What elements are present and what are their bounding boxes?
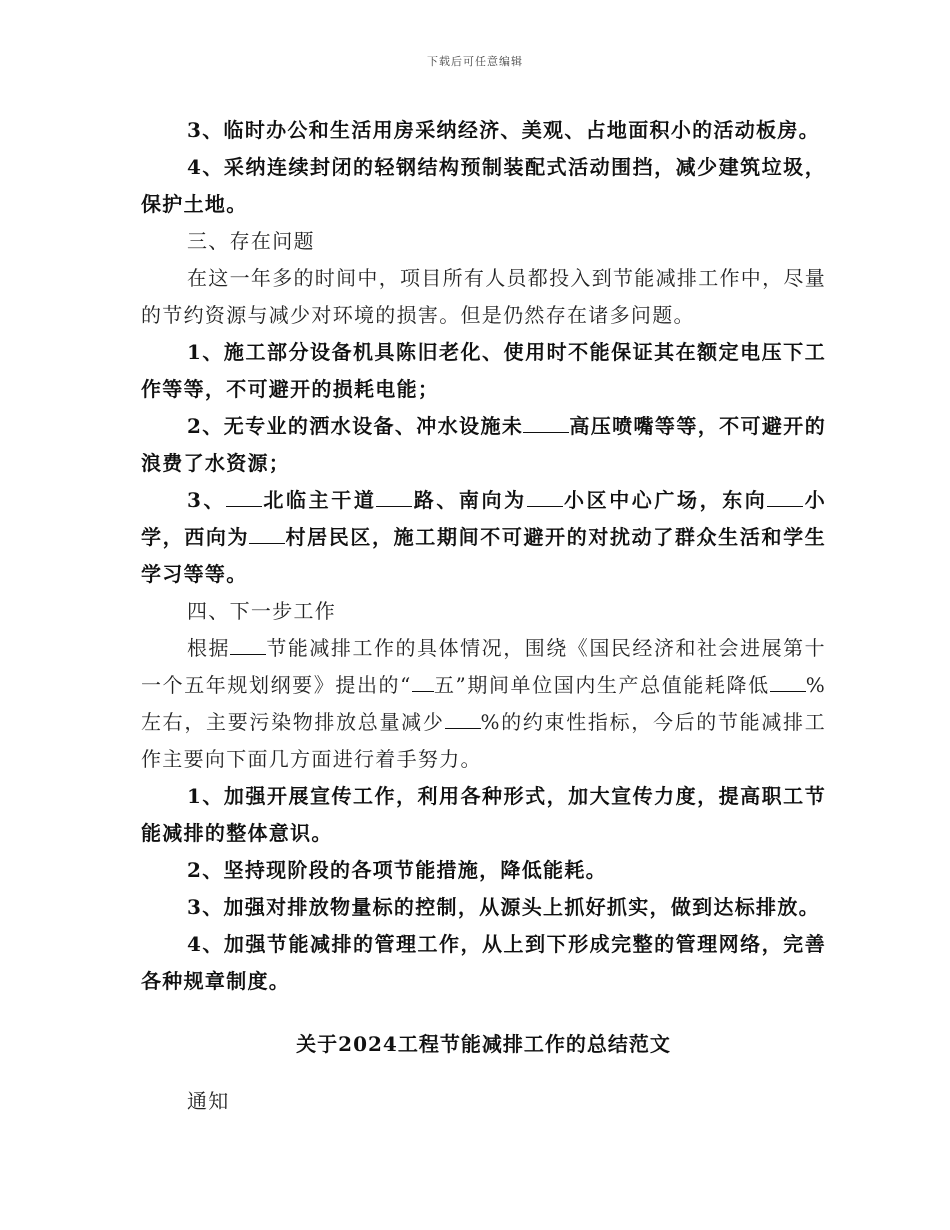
problem-item-3-part-a: 3、 [187,488,227,512]
problem-item-3-part-c: 路、南向为 [412,488,527,512]
blank-field [527,488,563,507]
blank-field [226,488,262,507]
problems-intro: 在这一年多的时间中，项目所有人员都投入到节能减排工作中，尽量的节约资源与减少对环境的损害。但是仍然存在诸多问题。 [141,266,826,327]
next-item-4: 4、加强节能减排的管理工作，从上到下形成完整的管理网络，完善各种规章制度。 [141,932,826,993]
problem-item-2 [141,408,826,482]
next-steps-intro-part-a: 根据 [187,636,231,660]
page-header: 下载后可任意编辑 [427,55,523,68]
blank-field [445,710,481,729]
blank-field [767,488,803,507]
next-item-2: 2、坚持现阶段的各项节能措施，降低能耗。 [187,858,607,882]
next-steps-intro [141,630,826,778]
problem-item-3-part-f: 村居民区，施工期间不可避开的对扰动了群众生活和学生学习等等。 [141,525,827,586]
blank-field [412,673,434,692]
next-steps-intro-part-c: 五”期间单位国内生产总值能耗降低 [433,673,770,697]
problem-item-2-part-b: 高压喷嘴等等，不可避开的浪费了水资源； [141,414,826,475]
blank-field [770,673,806,692]
problem-item-2-part-a: 2、无专业的洒水设备、冲水设施未 [187,414,524,438]
blank-field [376,488,412,507]
notice-label: 通知 [187,1089,230,1113]
blank-field [523,414,569,433]
problem-item-3 [141,482,826,593]
measure-item-3: 3、临时办公和生活用房采纳经济、美观、占地面积小的活动板房。 [187,118,820,142]
next-steps-intro-part-d: %左右，主要污染物排放总量减少 [141,673,826,734]
section-heading-next-steps: 四、下一步工作 [187,599,337,623]
next-steps-intro-part-e: %的约束性指标，今后的节能减排工作主要向下面几方面进行着手努力。 [141,710,827,771]
next-item-3: 3、加强对排放物量标的控制，从源头上抓好抓实，做到达标排放。 [187,895,820,919]
next-document-title: 关于2024工程节能减排工作的总结范文 [296,1032,671,1056]
document-body [141,112,826,1120]
problem-item-3-part-e: 小学，西向为 [141,488,827,549]
next-item-1: 1、加强开展宣传工作，利用各种形式，加大宣传力度，提高职工节能减排的整体意识。 [141,784,826,845]
measure-item-4: 4、采纳连续封闭的轻钢结构预制装配式活动围挡，减少建筑垃圾，保护土地。 [141,155,826,216]
problem-item-3-part-b: 北临主干道 [262,488,377,512]
problem-item-1: 1、施工部分设备机具陈旧老化、使用时不能保证其在额定电压下工作等等，不可避开的损耗电能； [141,340,826,401]
section-heading-problems: 三、存在问题 [187,229,315,253]
next-steps-intro-part-b: 节能减排工作的具体情况，围绕《国民经济和社会进展第十一个五年规划纲要》提出的“ [141,636,826,697]
problem-item-3-part-d: 小区中心广场，东向 [562,488,768,512]
blank-field [230,636,266,655]
blank-field [249,525,285,544]
